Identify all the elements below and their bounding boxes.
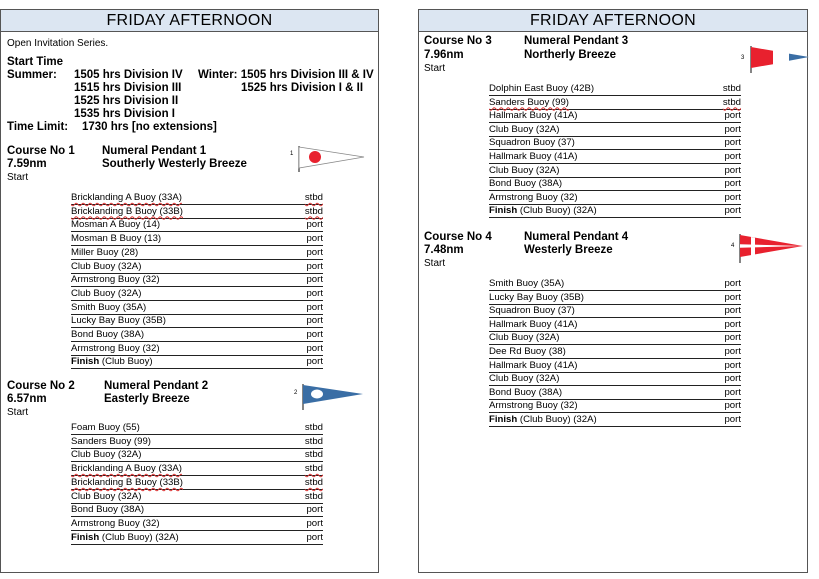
buoy-name: Squadron Buoy (37) [489, 305, 575, 317]
buoy-row [489, 164, 741, 178]
buoy-name: Mosman A Buoy (14) [71, 219, 161, 231]
buoy-name: Sanders Buoy (99) [71, 435, 151, 447]
buoy-row [71, 191, 323, 205]
finish-label: Finish [71, 356, 100, 368]
rounding-side: port [306, 246, 323, 258]
finish-buoy-name: (Club Buoy) (32A) [99, 531, 179, 543]
course3-breeze: Northerly Breeze [524, 49, 617, 61]
buoy-name: Hallmark Buoy (41A) [489, 359, 578, 371]
buoy-row [489, 109, 741, 123]
buoy-row [71, 205, 323, 219]
course2-distance: 6.57nm [7, 393, 47, 405]
buoy-name: Hallmark Buoy (41A) [489, 318, 578, 330]
buoy-row [71, 448, 323, 462]
buoy-name: Hallmark Buoy (41A) [489, 110, 578, 122]
buoy-name: Club Buoy (32A) [71, 260, 142, 272]
course1-pendant: Numeral Pendant 1 [102, 145, 207, 157]
finish-buoy-name: (Club Buoy) [99, 356, 153, 368]
buoy-name: Club Buoy (32A) [71, 287, 142, 299]
course1-start: Start [7, 172, 29, 183]
buoy-row [489, 304, 741, 318]
course2-name: Course No 2 [7, 380, 75, 392]
flag-1-field [299, 147, 364, 168]
buoy-row [71, 328, 323, 342]
rounding-side: port [724, 305, 741, 317]
rounding-side: stbd [304, 463, 323, 475]
buoy-row [489, 191, 741, 205]
buoy-name: Club Buoy (32A) [71, 449, 142, 461]
finish-label: Finish [71, 531, 100, 543]
buoy-row [489, 345, 741, 359]
buoy-name: Club Buoy (32A) [489, 164, 560, 176]
buoy-name: Bond Buoy (38A) [71, 329, 145, 340]
rounding-side: port [724, 373, 741, 385]
rounding-side: port [724, 332, 741, 344]
buoy-name: Bricklanding A Buoy (33A) [71, 192, 182, 203]
buoy-row [71, 531, 323, 545]
rounding-side: stbd [304, 449, 323, 461]
buoy-row [489, 413, 741, 427]
course2-pendant: Numeral Pendant 2 [104, 380, 209, 392]
buoy-name: Smith Buoy (35A) [489, 278, 565, 289]
buoy-row [489, 331, 741, 345]
buoy-row [489, 96, 741, 110]
numeral-pendant-3-flag [739, 44, 811, 74]
winter-time-1: Winter: 1505 hrs Division III & IV [198, 69, 374, 81]
finish-label: Finish [489, 414, 518, 425]
buoy-row [71, 246, 323, 260]
flag-3-blue-band [789, 54, 809, 61]
finish-buoy-name: (Club Buoy) (32A) [517, 414, 597, 425]
rounding-side: port [724, 110, 741, 122]
rounding-side: stbd [304, 435, 323, 447]
rounding-side: port [306, 274, 323, 286]
course4-distance: 7.48nm [424, 244, 464, 256]
buoy-name: Club Buoy (32A) [489, 373, 560, 385]
rounding-side: port [724, 386, 741, 398]
rounding-side: port [724, 414, 741, 425]
course3-start: Start [424, 63, 446, 74]
buoy-row [489, 123, 741, 137]
buoy-name: Hallmark Buoy (41A) [489, 151, 578, 162]
rounding-side: port [724, 359, 741, 371]
buoy-row [489, 386, 741, 400]
rounding-side: port [724, 291, 741, 303]
buoy-name: Lucky Bay Buoy (35B) [71, 315, 166, 327]
course4-breeze: Westerly Breeze [524, 244, 613, 256]
flag-4-number: 4 [731, 243, 735, 249]
buoy-name: Bricklanding A Buoy (33A) [71, 463, 182, 475]
course2-start: Start [7, 407, 29, 418]
rounding-side: port [306, 260, 323, 272]
buoy-name: Armstrong Buoy (32) [489, 400, 578, 412]
numeral-pendant-4-flag [731, 232, 807, 264]
finish-mark [489, 413, 597, 426]
buoy-row [71, 435, 323, 449]
finish-mark [71, 531, 179, 544]
winter-time-2: 1525 hrs Division I & II [241, 82, 364, 94]
buoy-row [71, 503, 323, 517]
rounding-side: port [724, 178, 741, 190]
rounding-side: port [724, 278, 741, 289]
course3-pendant: Numeral Pendant 3 [524, 35, 629, 47]
buoy-name: Miller Buoy (28) [71, 246, 139, 258]
buoy-row [71, 314, 323, 328]
buoy-name: Dolphin East Buoy (42B) [489, 83, 595, 94]
course1-name: Course No 1 [7, 145, 75, 157]
numeral-pendant-1-flag [289, 144, 367, 174]
buoy-row [489, 399, 741, 413]
rounding-side: port [306, 287, 323, 299]
buoy-row [71, 287, 323, 301]
rounding-side: stbd [304, 192, 323, 203]
buoy-row [489, 372, 741, 386]
rounding-side: port [724, 346, 741, 357]
buoy-row [489, 318, 741, 332]
buoy-row [71, 355, 323, 369]
rounding-side: port [306, 301, 323, 313]
rounding-side: port [306, 315, 323, 327]
buoy-name: Lucky Bay Buoy (35B) [489, 291, 584, 303]
flag-3-red-band [751, 47, 773, 68]
left-page [0, 9, 379, 573]
rounding-side: port [306, 329, 323, 340]
summer-time-4: 1535 hrs Division I [74, 108, 175, 120]
page-title: FRIDAY AFTERNOON [1, 10, 378, 32]
time-limit-label: Time Limit: [7, 121, 69, 133]
course3-distance: 7.96nm [424, 49, 464, 61]
finish-label: Finish [489, 205, 518, 217]
flag-1-number: 1 [290, 151, 294, 157]
summer-time-2: 1515 hrs Division III [74, 82, 182, 94]
rounding-side: port [724, 151, 741, 162]
buoy-row [71, 301, 323, 315]
buoy-name: Dee Rd Buoy (38) [489, 346, 566, 357]
buoy-row [489, 277, 741, 291]
course3-name: Course No 3 [424, 35, 492, 47]
rounding-side: port [724, 164, 741, 176]
rounding-side: stbd [722, 96, 741, 108]
course4-name: Course No 4 [424, 231, 492, 243]
buoy-row [489, 291, 741, 305]
course4-start: Start [424, 258, 446, 269]
buoy-row [71, 421, 323, 435]
buoy-row [71, 218, 323, 232]
buoy-row [489, 177, 741, 191]
flag-2-white-disc [311, 390, 323, 399]
buoy-name: Armstrong Buoy (32) [71, 274, 160, 286]
course1-breeze: Southerly Westerly Breeze [102, 158, 247, 170]
buoy-row [489, 82, 741, 96]
buoy-name: Bond Buoy (38A) [489, 386, 563, 398]
buoy-row [489, 136, 741, 150]
buoy-name: Squadron Buoy (37) [489, 137, 575, 149]
rounding-side: stbd [304, 490, 323, 502]
rounding-side: port [306, 233, 323, 245]
page-title: FRIDAY AFTERNOON [419, 10, 807, 32]
rounding-side: port [306, 531, 323, 543]
buoy-row [489, 359, 741, 373]
buoy-row [489, 204, 741, 218]
course2-breeze: Easterly Breeze [104, 393, 190, 405]
summer-label: Summer: [7, 69, 57, 81]
rounding-side: port [724, 400, 741, 412]
rounding-side: port [724, 137, 741, 149]
buoy-name: Bond Buoy (38A) [71, 504, 145, 516]
buoy-name: Smith Buoy (35A) [71, 301, 147, 313]
finish-buoy-name: (Club Buoy) (32A) [517, 205, 597, 217]
finish-mark [489, 204, 597, 217]
buoy-row [71, 342, 323, 356]
rounding-side: stbd [722, 83, 741, 94]
buoy-name: Bricklanding B Buoy (33B) [71, 205, 183, 217]
buoy-row [489, 150, 741, 164]
buoy-name: Armstrong Buoy (32) [71, 517, 160, 529]
buoy-row [71, 273, 323, 287]
course4-pendant: Numeral Pendant 4 [524, 231, 629, 243]
buoy-name: Club Buoy (32A) [489, 123, 560, 135]
buoy-row [71, 476, 323, 490]
finish-mark [71, 355, 153, 368]
rounding-side: port [306, 517, 323, 529]
summer-time-1: 1505 hrs Division IV [74, 69, 183, 81]
buoy-name: Sanders Buoy (99) [489, 96, 569, 108]
buoy-row [71, 260, 323, 274]
buoy-row [71, 232, 323, 246]
rounding-side: port [724, 123, 741, 135]
start-time-label: Start Time [7, 56, 64, 68]
buoy-name: Armstrong Buoy (32) [71, 342, 160, 354]
rounding-side: port [306, 342, 323, 354]
right-page [418, 9, 808, 573]
buoy-name: Bricklanding B Buoy (33B) [71, 476, 183, 488]
time-limit-value: 1730 hrs [no extensions] [82, 121, 217, 133]
rounding-side: port [724, 205, 741, 217]
buoy-row [71, 517, 323, 531]
flag-2-number: 2 [294, 390, 298, 396]
rounding-side: port [306, 356, 323, 368]
rounding-side: port [724, 318, 741, 330]
numeral-pendant-2-flag [293, 382, 367, 412]
buoy-row [71, 490, 323, 504]
buoy-name: Bond Buoy (38A) [489, 178, 563, 190]
series-note: Open Invitation Series. [7, 38, 109, 49]
buoy-name: Club Buoy (32A) [71, 490, 142, 502]
rounding-side: port [306, 504, 323, 516]
summer-time-3: 1525 hrs Division II [74, 95, 179, 107]
buoy-name: Mosman B Buoy (13) [71, 233, 162, 245]
rounding-side: stbd [304, 422, 323, 433]
flag-3-number: 3 [741, 55, 745, 61]
buoy-name: Club Buoy (32A) [489, 332, 560, 344]
rounding-side: stbd [304, 476, 323, 488]
rounding-side: port [724, 191, 741, 203]
rounding-side: stbd [304, 205, 323, 217]
buoy-name: Armstrong Buoy (32) [489, 191, 578, 203]
flag-1-red-disc [309, 151, 321, 163]
course1-distance: 7.59nm [7, 158, 47, 170]
buoy-name: Foam Buoy (55) [71, 422, 140, 433]
rounding-side: port [306, 219, 323, 231]
buoy-row [71, 462, 323, 476]
